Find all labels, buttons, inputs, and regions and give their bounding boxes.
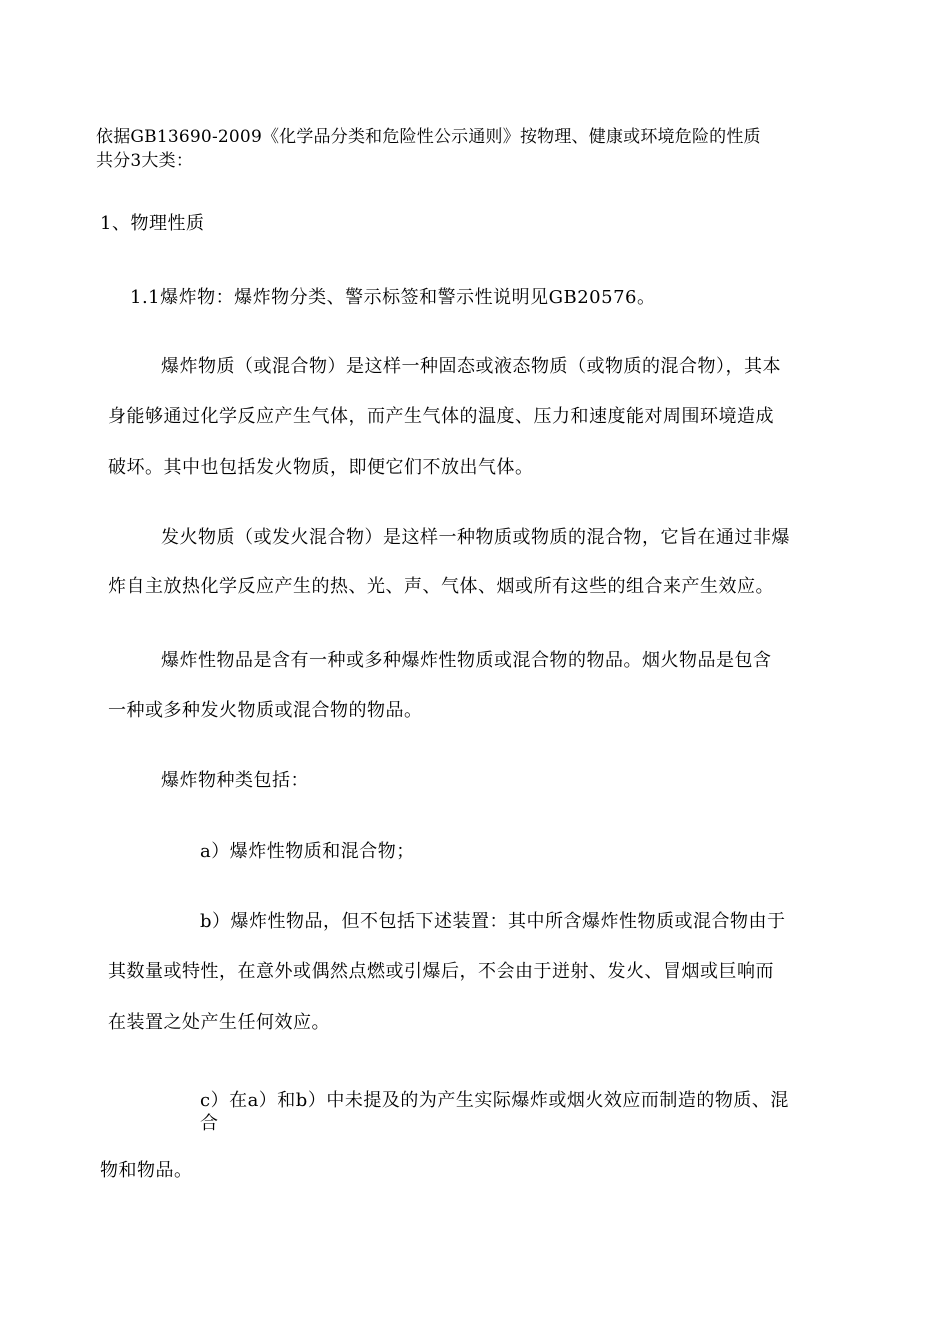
list-item-b-line-3: 在装置之处产生任何效应。 (108, 1012, 330, 1033)
section-heading: 1、物理性质 (100, 213, 205, 234)
paragraph-2-line-2: 炸自主放热化学反应产生的热、光、声、气体、烟或所有这些的组合来产生效应。 (108, 576, 774, 597)
paragraph-4-line-1: 爆炸物种类包括： (161, 770, 309, 791)
list-item-b-line-1: b）爆炸性物品，但不包括下述装置：其中所含爆炸性物质或混合物由于 (200, 911, 786, 932)
intro-line-2: 共分3大类： (96, 151, 194, 171)
paragraph-1-line-3: 破坏。其中也包括发火物质，即便它们不放出气体。 (108, 457, 534, 478)
paragraph-2-line-1: 发火物质（或发火混合物）是这样一种物质或物质的混合物，它旨在通过非爆 (161, 527, 790, 548)
list-item-c-line-2: 合 (200, 1113, 219, 1134)
paragraph-3-line-2: 一种或多种发火物质或混合物的物品。 (108, 700, 423, 721)
paragraph-3-line-1: 爆炸性物品是含有一种或多种爆炸性物质或混合物的物品。烟火物品是包含 (161, 650, 772, 671)
paragraph-1-line-2: 身能够通过化学反应产生气体，而产生气体的温度、压力和速度能对周围环境造成 (108, 406, 774, 427)
list-item-a: a）爆炸性物质和混合物； (200, 841, 415, 862)
list-item-c-line-1: c）在a）和b）中未提及的为产生实际爆炸或烟火效应而制造的物质、混 (200, 1090, 789, 1111)
paragraph-1-line-1: 爆炸物质（或混合物）是这样一种固态或液态物质（或物质的混合物），其本 (161, 356, 781, 377)
list-item-b-line-2: 其数量或特性，在意外或偶然点燃或引爆后，不会由于迸射、发火、冒烟或巨响而 (108, 961, 774, 982)
subsection-heading: 1.1爆炸物：爆炸物分类、警示标签和警示性说明见GB20576。 (130, 287, 656, 308)
intro-line-1: 依据GB13690-2009《化学品分类和危险性公示通则》按物理、健康或环境危险的性质 (96, 127, 761, 147)
list-item-c-line-3: 物和物品。 (100, 1160, 193, 1181)
